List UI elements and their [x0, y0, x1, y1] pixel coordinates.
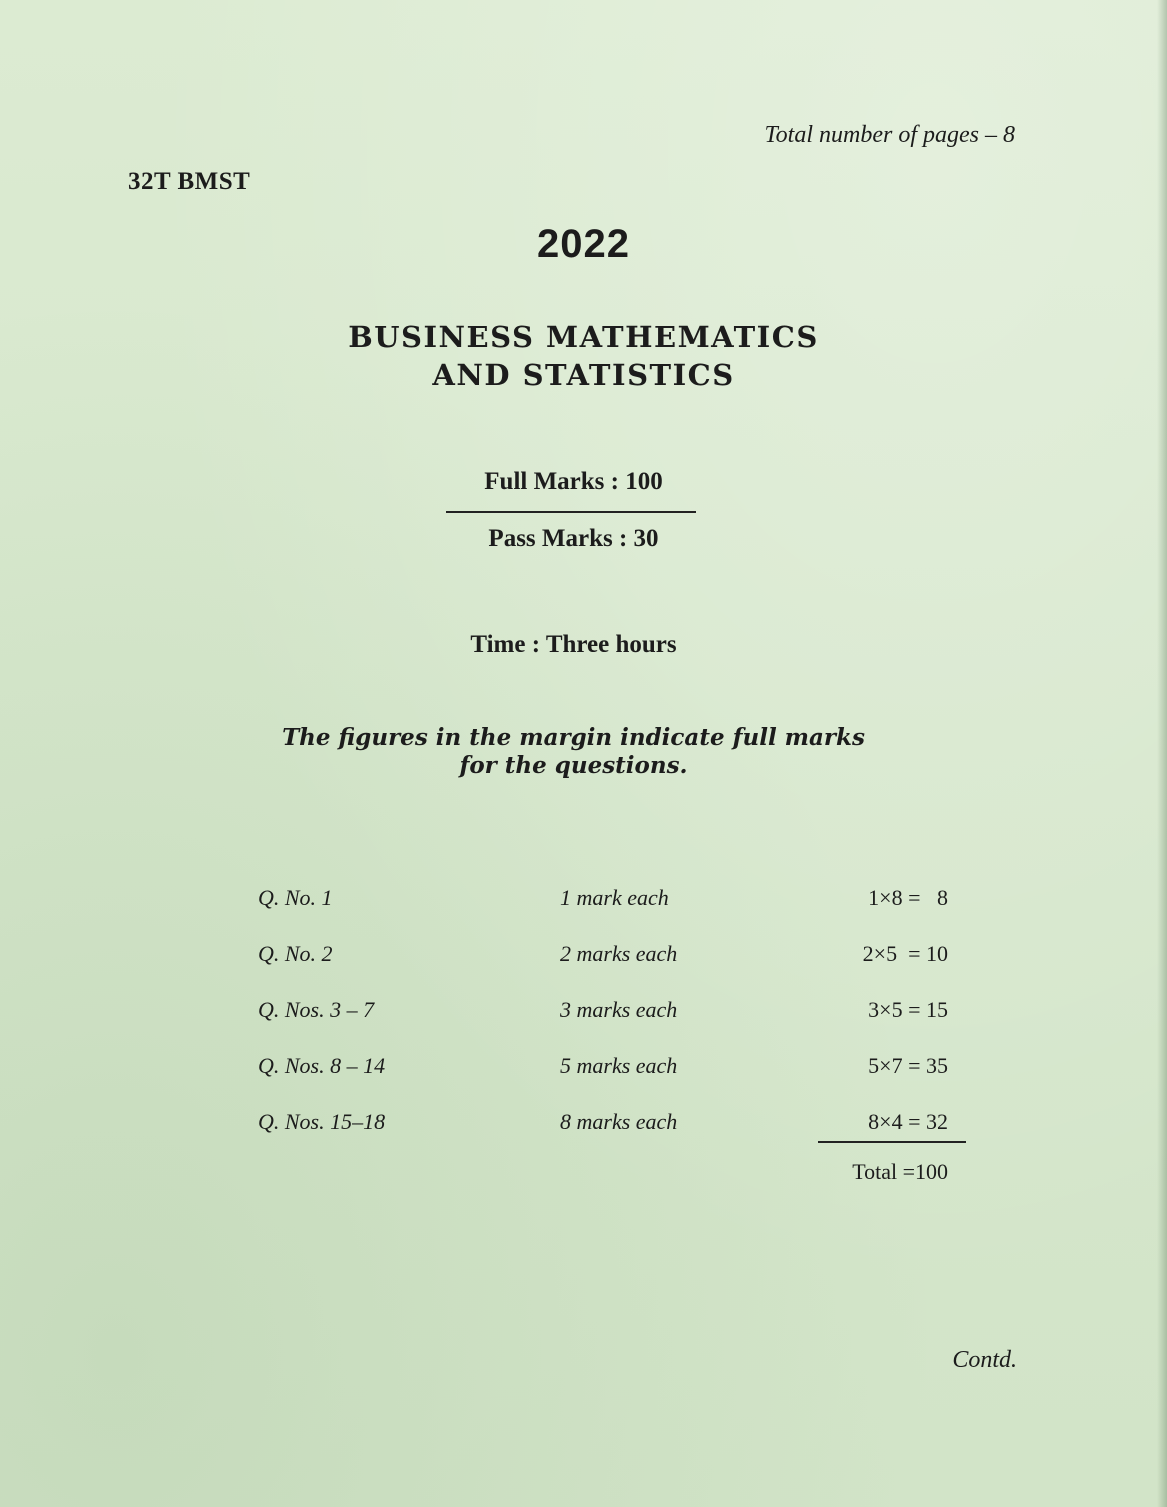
pass-marks: Pass Marks : 30 [488, 525, 659, 552]
marks-total: Total =100 [852, 1159, 948, 1184]
marks-row-question: Q. Nos. 3 – 7 [258, 997, 375, 1022]
marks-row-question: Q. Nos. 8 – 14 [258, 1053, 386, 1078]
instruction [0, 724, 1147, 780]
marks-row-each: 8 marks each [560, 1109, 678, 1134]
marks-row-calc: 2×5 = 10 [862, 941, 948, 966]
marks-row-question: Q. Nos. 15–18 [258, 1109, 386, 1134]
marks-row-each: 3 marks each [560, 997, 678, 1022]
total-divider [818, 1141, 966, 1143]
subject-title-line-2: AND STATISTICS [432, 358, 735, 392]
subject-title-line-1: BUSINESS MATHEMATICS [348, 320, 819, 354]
marks-row [258, 1053, 958, 1109]
full-marks: Full Marks : 100 [484, 468, 663, 495]
marks-distribution-table [258, 885, 958, 1165]
continued-label: Contd. [952, 1347, 1017, 1373]
marks-row-each: 1 mark each [560, 885, 669, 910]
marks-row [258, 997, 958, 1053]
paper-code: 32T BMST [128, 168, 251, 195]
marks-row-question: Q. No. 1 [258, 885, 333, 910]
marks-divider [446, 511, 696, 513]
marks-row-calc: 1×8 = 8 [868, 885, 948, 910]
marks-row-question: Q. No. 2 [258, 941, 333, 966]
exam-year: 2022 [537, 222, 630, 266]
marks-row [258, 941, 958, 997]
marks-row-calc: 8×4 = 32 [868, 1109, 948, 1134]
instruction-line-2: for the questions. [459, 752, 688, 779]
total-pages: Total number of pages – 8 [764, 122, 1015, 148]
instruction-line-1: The figures in the margin indicate full marks [282, 724, 865, 751]
marks-row-each: 5 marks each [560, 1053, 678, 1078]
marks-row-each: 2 marks each [560, 941, 678, 966]
marks-row-calc: 3×5 = 15 [868, 997, 948, 1022]
marks-row-calc: 5×7 = 35 [868, 1053, 948, 1078]
exam-time: Time : Three hours [470, 631, 677, 658]
marks-row [258, 885, 958, 941]
subject-title [0, 318, 1167, 394]
marks-row [258, 1109, 958, 1165]
